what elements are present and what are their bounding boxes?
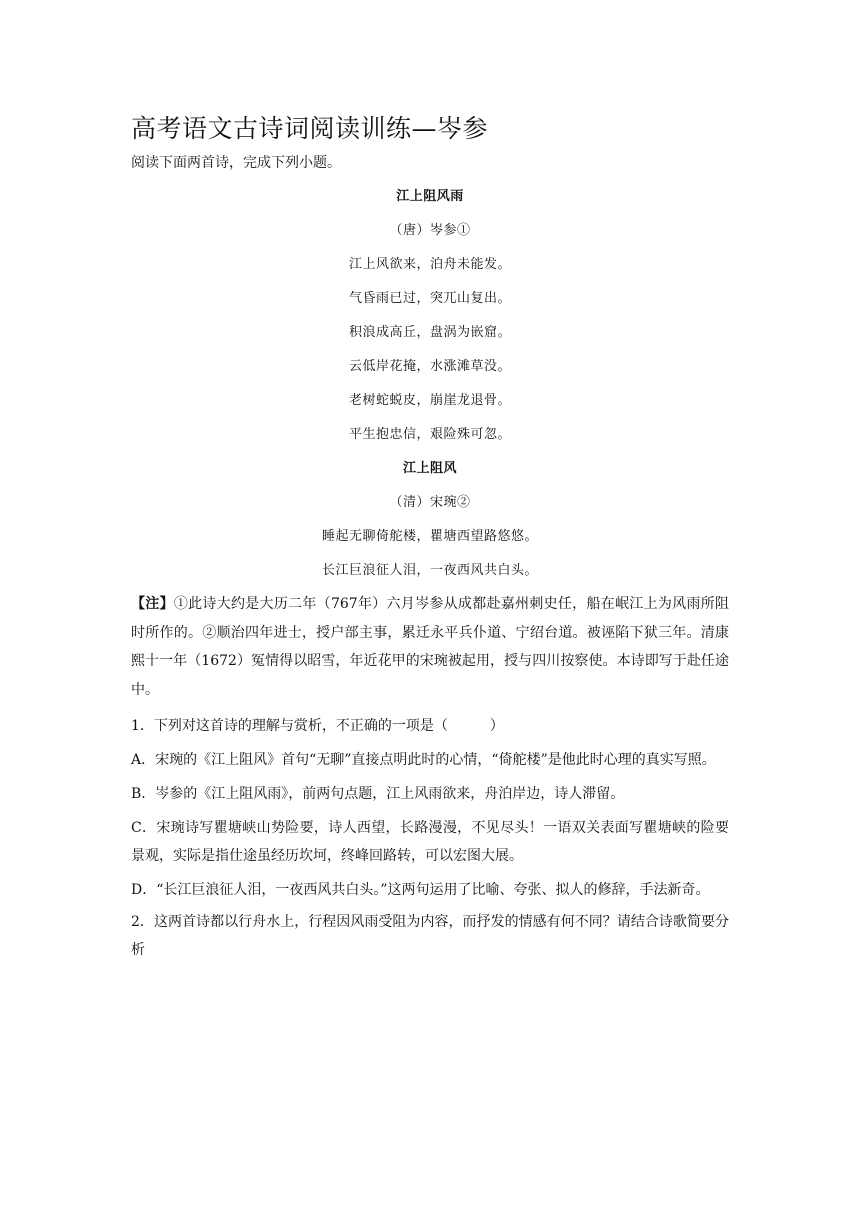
question-2-stem: 2．这两首诗都以行舟水上，行程因风雨受阻为内容，而抒发的情感有何不同？请结合诗歌简要分析 [131,914,729,958]
question-1 [131,712,729,740]
question-1-option-c: C．宋琬诗写瞿塘峡山势险要，诗人西望，长路漫漫，不见尽头！一语双关表面写瞿塘峡的险要景观，实际是指仕途虽经历坎坷，终峰回路转，可以宏图大展。 [131,820,729,864]
question-1-stem: 1．下列对这首诗的理解与赏析，不正确的一项是（ ） [131,718,504,734]
poem-2-line: 长江巨浪征人泪，一夜西风共白头。 [321,563,538,578]
question-2 [131,908,729,964]
poem-2-author: （清）宋琬② [389,495,471,510]
question-1-option-a: A．宋琬的《江上阻风》首句“无聊”直接点明此时的心情，“倚舵楼”是他此时心理的真实写照。 [131,752,716,768]
poem-1-title: 江上阻风雨 [396,189,464,204]
poem-2 [131,452,729,588]
note-text: ①此诗大约是大历二年（767年）六月岑参从成都赴嘉州刺史任，船在岷江上为风雨所阻时所作的。②顺治四年进士，授户部主事，累迁永平兵仆道、宁绍台道。被诬陷下狱三年。清康熙十一年（1672）冤情得以昭雪，年近花甲的宋琬被起用，授与四川按察使。本诗即写于赴任途中。 [131,596,729,698]
poem-1-line: 老树蛇蜕皮，崩崖龙退骨。 [348,393,511,408]
question-1-option-b: B．岑参的《江上阻风雨》，前两句点题，江上风雨欲来，舟泊岸边，诗人滞留。 [131,786,625,802]
document-content [131,112,729,964]
annotation-note [131,590,729,704]
note-label: 【注】 [131,596,174,612]
reading-instruction: 阅读下面两首诗，完成下列小题。 [131,155,341,171]
poem-1-author: （唐）岑参① [389,223,471,238]
poem-1-line: 积浪成高丘，盘涡为嵌窟。 [348,325,511,340]
poem-2-title: 江上阻风 [402,461,457,476]
poem-2-line: 睡起无聊倚舵楼，瞿塘西望路悠悠。 [321,529,538,544]
poem-1-line: 平生抱忠信，艰险殊可忽。 [348,427,511,442]
question-1-option-d: D．“长江巨浪征人泪，一夜西风共白头。”这两句运用了比喻、夸张、拟人的修辞，手法新奇。 [131,882,710,898]
poem-1-line: 江上风欲来，泊舟未能发。 [348,257,511,272]
poem-1-line: 气昏雨已过，突兀山复出。 [348,291,511,306]
poem-1 [131,180,729,452]
document-title: 高考语文古诗词阅读训练—岑参 [131,114,489,143]
poem-1-line: 云低岸花掩，水涨滩草没。 [348,359,511,374]
